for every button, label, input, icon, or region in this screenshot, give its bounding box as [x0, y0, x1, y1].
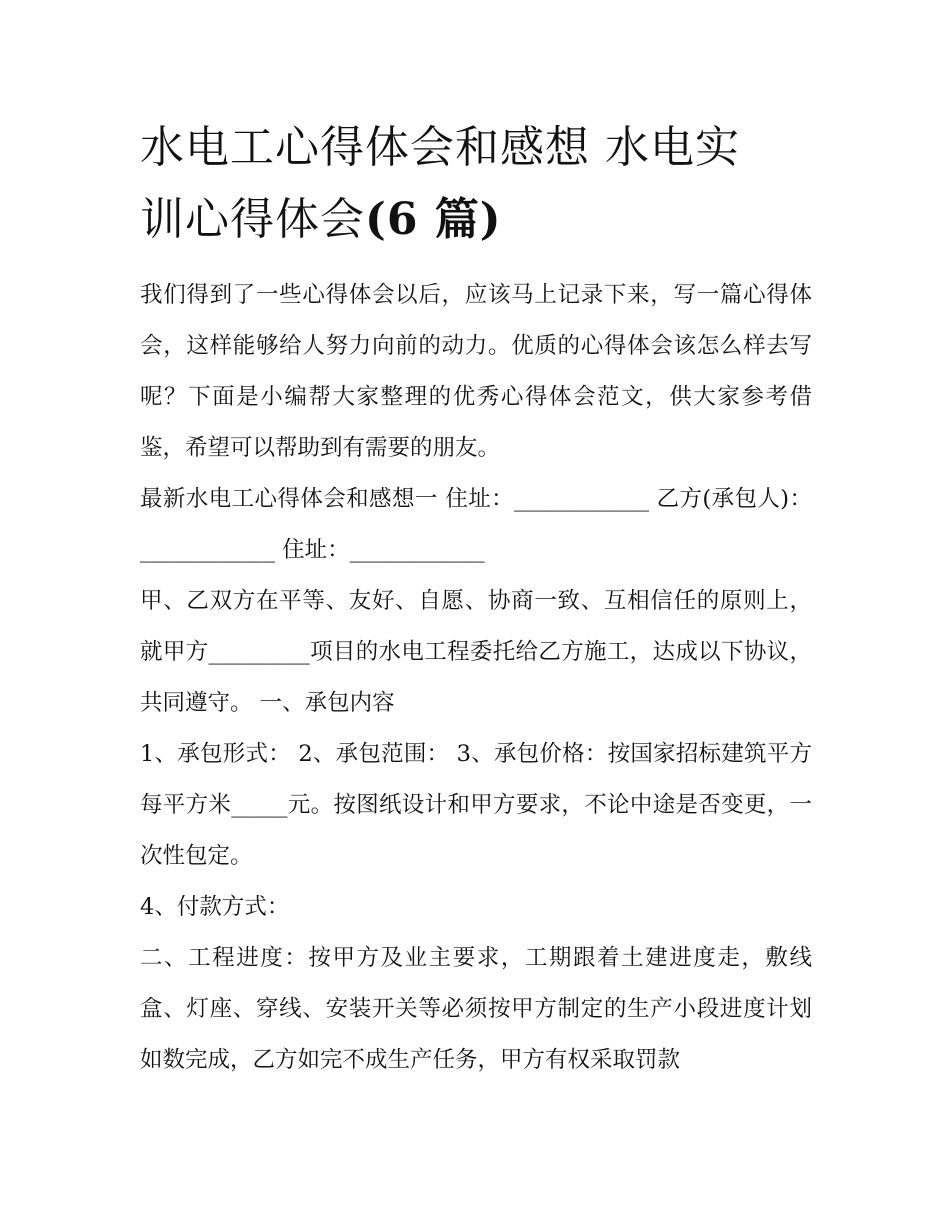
payment-paragraph: 4、付款方式：	[140, 894, 290, 920]
title-line-1: 水电工心得体会和感想 水电实	[140, 122, 740, 173]
intro-paragraph: 我们得到了一些心得体会以后，应该马上记录下来，写一篇心得体会，这样能够给人努力向前的动力。优质的心得体会该怎么样去写呢？下面是小编帮大家整理的优秀心得体会范文，供大家参考借鉴，希望可以帮助到有需要的朋友。	[140, 282, 812, 461]
title-line-2-suffix: (6 篇)	[365, 194, 502, 245]
contract-parties-paragraph: 最新水电工心得体会和感想一 住址：____________ 乙方(承包人)：____________ 住址：____________	[140, 486, 812, 563]
document-page	[140, 112, 812, 1086]
contract-terms-paragraph: 1、承包形式： 2、承包范围： 3、承包价格：按国家招标建筑平方每平方米_____元。按图纸设计和甲方要求，不论中途是否变更，一次性包定。	[140, 741, 812, 869]
agreement-paragraph: 甲、乙双方在平等、友好、自愿、协商一致、互相信任的原则上，就甲方_________项目的水电工程委托给乙方施工，达成以下协议，共同遵守。 一、承包内容	[140, 588, 812, 716]
title-line-2-prefix: 训心得体会	[140, 194, 365, 245]
schedule-paragraph: 二、工程进度：按甲方及业主要求，工期跟着土建进度走，敷线盒、灯座、穿线、安装开关等必须按甲方制定的生产小段进度计划如数完成，乙方如完不成生产任务，甲方有权采取罚款	[140, 945, 812, 1073]
document-title	[140, 112, 812, 256]
